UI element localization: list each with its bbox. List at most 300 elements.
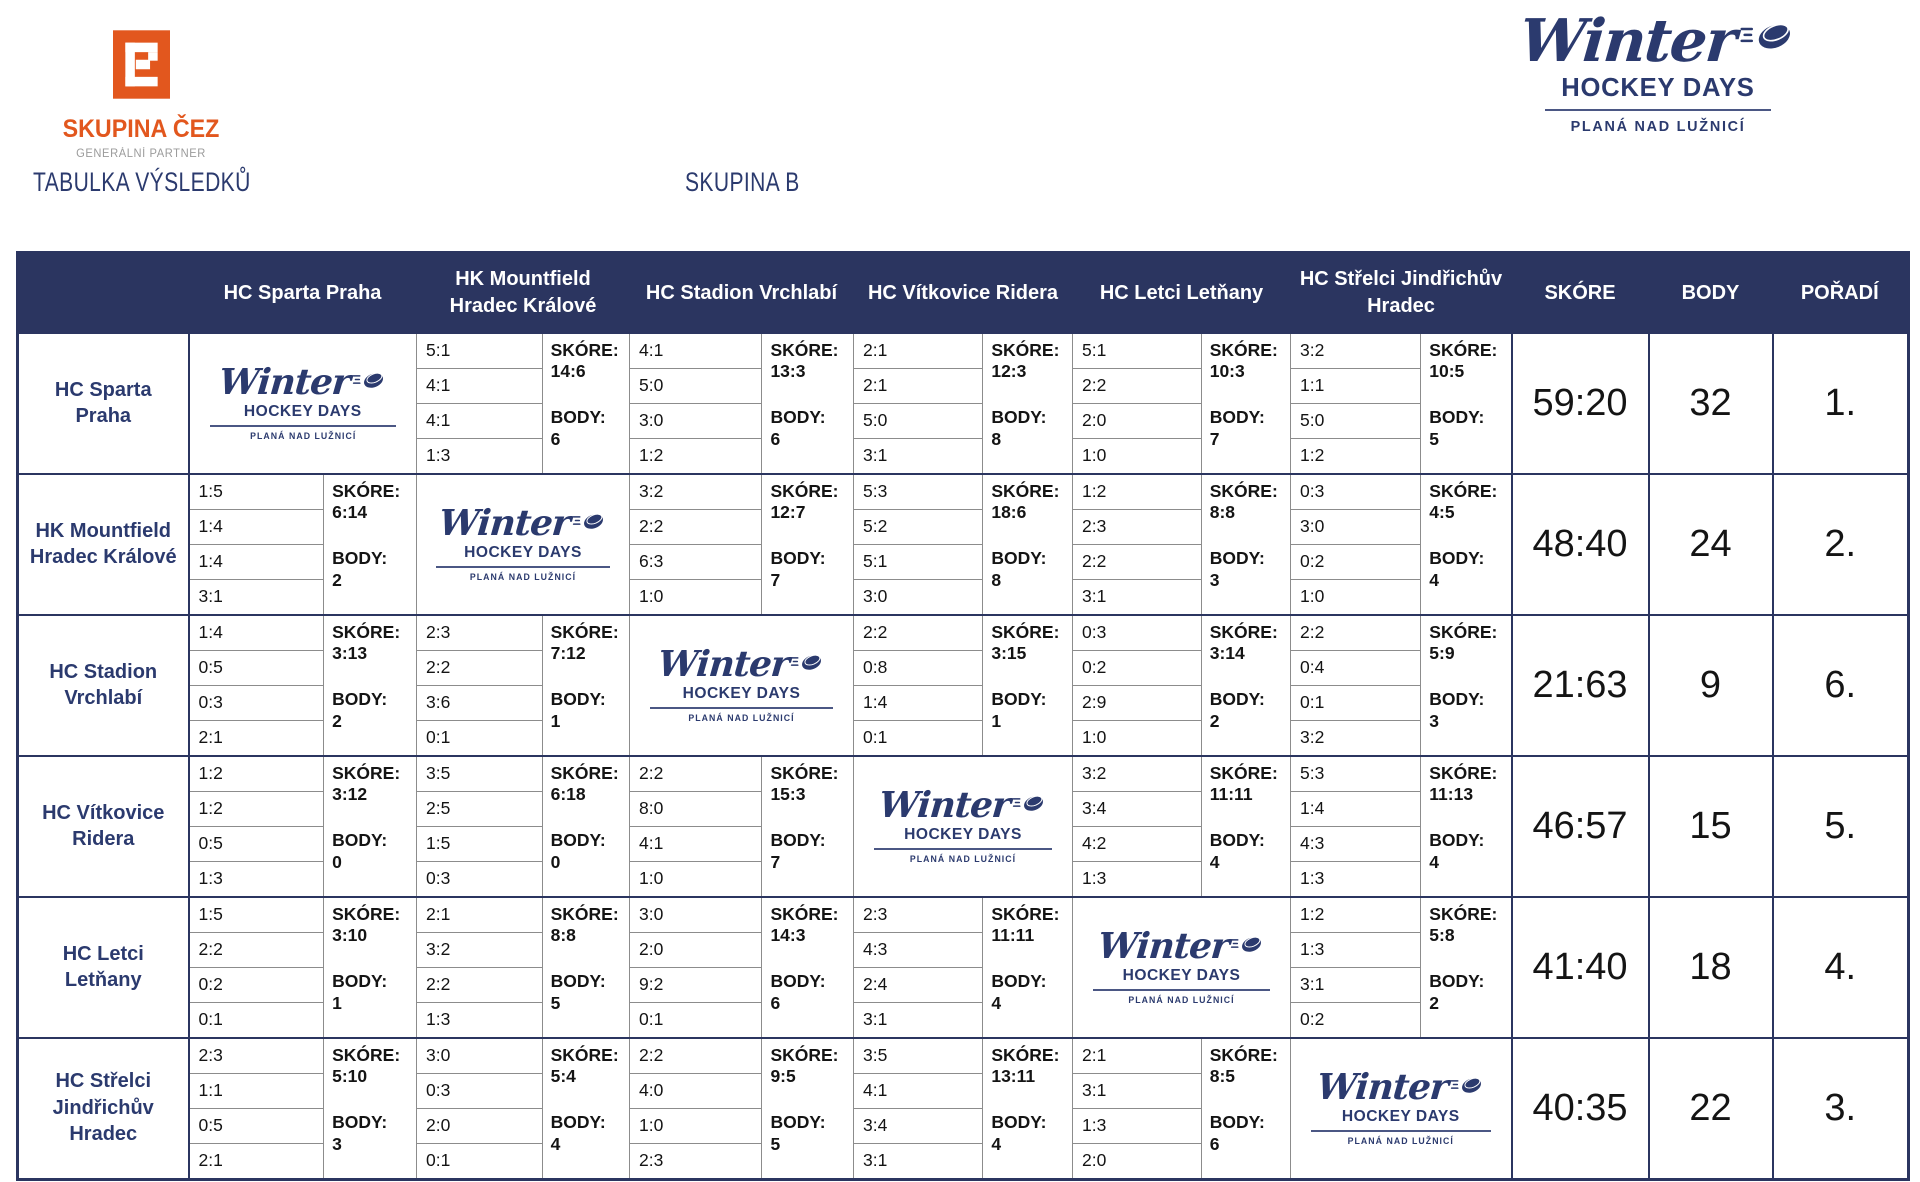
puck-icon: [1450, 1073, 1485, 1098]
puck-icon: [1739, 16, 1797, 57]
match-scores: [854, 616, 983, 755]
total-score-cell: 46:57: [1512, 756, 1649, 897]
match-cell: [189, 615, 417, 756]
event-logo-top: [1291, 1066, 1511, 1109]
match-summary: [1202, 757, 1290, 896]
match-score: 3:0: [630, 898, 761, 933]
event-logo-days: HOCKEY DAYS: [904, 825, 1022, 843]
match-points: BODY: 0: [332, 829, 388, 872]
corner-cell: [18, 253, 189, 333]
match-cell: [189, 1038, 417, 1180]
match-score: 0:8: [854, 651, 982, 686]
match-cell-layout: [190, 475, 417, 614]
match-score: 2:3: [417, 616, 542, 651]
event-logo-script: Winter: [1516, 6, 1738, 75]
match-score-total: SKÓRE: 11:11: [991, 903, 1060, 946]
match-summary: [324, 757, 416, 896]
match-cell: [1073, 615, 1291, 756]
event-logo-rule: [1545, 109, 1771, 111]
match-scores: [417, 1039, 543, 1178]
match-points: BODY: 8: [991, 406, 1047, 449]
match-points: BODY: 1: [332, 970, 388, 1013]
match-score: 1:4: [190, 616, 324, 651]
match-summary: [543, 898, 629, 1037]
winter-hockey-days-logo: [1291, 1066, 1511, 1146]
match-score: 3:2: [630, 475, 761, 510]
event-logo-top: [1516, 6, 1796, 75]
match-score: 2:2: [1073, 369, 1201, 404]
rank-cell: 1.: [1773, 333, 1909, 474]
match-score: 5:1: [417, 334, 542, 369]
match-points: BODY: 3: [332, 1111, 388, 1154]
match-cell-layout: [1291, 757, 1511, 896]
match-points: BODY: 6: [770, 970, 826, 1013]
match-summary: [543, 1039, 629, 1178]
match-score: 3:5: [417, 757, 542, 792]
match-cell: [1291, 333, 1512, 474]
match-score: 2:1: [854, 334, 982, 369]
match-summary: [983, 898, 1072, 1037]
match-score: 4:0: [630, 1074, 761, 1109]
winter-hockey-days-logo: [630, 643, 853, 723]
match-scores: [630, 898, 762, 1037]
match-cell-layout: [854, 898, 1072, 1037]
event-logo-days: HOCKEY DAYS: [1561, 73, 1755, 102]
match-score: 0:2: [190, 968, 324, 1003]
match-points: BODY: 5: [770, 1111, 826, 1154]
match-scores: [417, 898, 543, 1037]
match-cell: [417, 1038, 630, 1180]
match-points: BODY: 6: [550, 406, 606, 449]
match-summary: [762, 898, 853, 1037]
points-cell: 24: [1649, 474, 1773, 615]
match-score: 2:0: [1082, 1150, 1107, 1170]
match-score: 0:1: [426, 1150, 451, 1170]
match-score: 3:6: [417, 686, 542, 721]
match-score-total: SKÓRE: 10:5: [1429, 339, 1498, 382]
match-score: 3:0: [863, 586, 888, 606]
match-cell: [1291, 615, 1512, 756]
match-cell: [417, 615, 630, 756]
match-score: 2:3: [639, 1150, 664, 1170]
match-cell: [630, 474, 854, 615]
match-score: 0:1: [426, 727, 451, 747]
event-logo-rule: [650, 707, 833, 709]
match-score-total: SKÓRE: 7:12: [550, 621, 619, 664]
match-points: BODY: 2: [332, 547, 388, 590]
match-score: 1:3: [426, 1009, 451, 1029]
match-cell-layout: [854, 475, 1072, 614]
self-match-cell: [854, 756, 1073, 897]
match-score: 1:0: [1082, 445, 1107, 465]
match-cell: [854, 615, 1073, 756]
event-logo-rule: [436, 566, 610, 568]
match-score-total: SKÓRE: 12:3: [991, 339, 1060, 382]
team-column-header: HC Střelci Jindřichův Hradec: [1299, 268, 1503, 317]
total-score-cell: 21:63: [1512, 615, 1649, 756]
rank-cell: 5.: [1773, 756, 1909, 897]
match-cell-layout: [1291, 898, 1511, 1037]
self-match-cell: [630, 615, 854, 756]
match-cell: [630, 1038, 854, 1180]
match-cell-layout: [417, 898, 629, 1037]
match-score: 1:3: [426, 445, 451, 465]
match-points: BODY: 4: [991, 970, 1047, 1013]
match-score-total: SKÓRE: 14:3: [770, 903, 839, 946]
match-score-total: SKÓRE: 5:4: [550, 1044, 619, 1087]
team-column-header: HC Stadion Vrchlabí: [645, 281, 838, 304]
match-cell: [1073, 474, 1291, 615]
match-summary: [762, 475, 853, 614]
match-score: 1:3: [1082, 868, 1107, 888]
match-score: 1:2: [190, 792, 324, 827]
rank-cell: 3.: [1773, 1038, 1909, 1180]
match-points: BODY: 4: [991, 1111, 1047, 1154]
team-row-label: HK Mountfield Hradec Králové: [18, 474, 189, 615]
match-score-total: SKÓRE: 6:14: [332, 480, 401, 523]
team-row-label: HC Letci Letňany: [18, 897, 189, 1038]
match-points: BODY: 5: [1429, 406, 1485, 449]
match-score: 5:0: [854, 404, 982, 439]
match-cell-layout: [1291, 616, 1511, 755]
team-column-header: HC Sparta Praha: [223, 281, 382, 304]
score-column-header: SKÓRE: [1544, 281, 1616, 304]
match-points: BODY: 7: [770, 829, 826, 872]
match-cell: [189, 474, 417, 615]
puck-icon: [1012, 791, 1047, 816]
match-score: 2:3: [854, 898, 982, 933]
match-score-total: SKÓRE: 12:7: [770, 480, 839, 523]
match-score: 4:1: [854, 1074, 982, 1109]
match-score: 3:2: [1291, 334, 1420, 369]
match-cell: [854, 474, 1073, 615]
team-column-header: HC Letci Letňany: [1099, 281, 1264, 304]
match-scores: [1073, 616, 1202, 755]
match-score: 3:2: [1073, 757, 1201, 792]
match-score: 1:0: [1300, 586, 1325, 606]
match-score: 6:3: [630, 545, 761, 580]
points-cell: 9: [1649, 615, 1773, 756]
match-score-total: SKÓRE: 4:5: [1429, 480, 1498, 523]
match-score: 4:1: [417, 369, 542, 404]
table-row: [18, 333, 1909, 474]
match-score: 3:1: [1082, 586, 1107, 606]
match-scores: [190, 757, 325, 896]
match-cell-layout: [1291, 475, 1511, 614]
match-score: 5:1: [854, 545, 982, 580]
match-score: 2:2: [1291, 616, 1420, 651]
match-cell-layout: [1073, 475, 1290, 614]
match-score: 0:3: [1073, 616, 1201, 651]
match-scores: [854, 1039, 983, 1178]
match-score: 1:4: [190, 545, 324, 580]
table-row: [18, 1038, 1909, 1180]
match-cell: [854, 897, 1073, 1038]
match-score: 0:2: [1300, 1009, 1325, 1029]
match-scores: [1291, 898, 1421, 1037]
table-header: [18, 253, 1909, 333]
match-score: 1:3: [198, 868, 223, 888]
event-logo-script: Winter: [437, 502, 572, 545]
match-points: BODY: 4: [1429, 829, 1485, 872]
table-row: [18, 474, 1909, 615]
match-points: BODY: 8: [991, 547, 1047, 590]
match-score: 1:1: [1291, 369, 1420, 404]
match-score: 5:1: [1073, 334, 1201, 369]
match-cell-layout: [417, 1039, 629, 1178]
event-logo-top: [630, 643, 853, 686]
match-points: BODY: 2: [1209, 688, 1265, 731]
match-score: 2:2: [417, 968, 542, 1003]
points-cell: 18: [1649, 897, 1773, 1038]
match-score: 0:2: [1073, 651, 1201, 686]
match-cell-layout: [417, 334, 629, 473]
match-score: 2:4: [854, 968, 982, 1003]
match-score: 4:3: [1291, 827, 1420, 862]
event-logo-days: HOCKEY DAYS: [464, 543, 582, 561]
puck-icon: [790, 650, 825, 675]
match-cell-layout: [417, 616, 629, 755]
match-cell-layout: [630, 334, 853, 473]
match-points: BODY: 6: [770, 406, 826, 449]
match-cell-layout: [630, 475, 853, 614]
match-cell: [1073, 756, 1291, 897]
match-points: BODY: 4: [1429, 547, 1485, 590]
match-summary: [324, 616, 416, 755]
match-score: 2:1: [417, 898, 542, 933]
match-cell-layout: [1073, 757, 1290, 896]
event-logo-script: Winter: [877, 784, 1012, 827]
team-column-header: HK Mountfield Hradec Králové: [449, 268, 597, 317]
winter-hockey-days-logo: [190, 361, 417, 441]
match-cell: [630, 897, 854, 1038]
match-cell-layout: [1291, 334, 1511, 473]
table-row: [18, 756, 1909, 897]
match-scores: [190, 616, 325, 755]
match-cell: [854, 333, 1073, 474]
event-logo-rule: [874, 848, 1053, 850]
team-row-label: HC Stadion Vrchlabí: [18, 615, 189, 756]
match-score: 1:0: [1082, 727, 1107, 747]
match-scores: [630, 1039, 762, 1178]
match-score: 1:3: [1291, 933, 1420, 968]
match-score: 2:2: [1073, 545, 1201, 580]
match-summary: [1421, 475, 1510, 614]
match-score: 2:9: [1073, 686, 1201, 721]
points-cell: 32: [1649, 333, 1773, 474]
team-row-label: HC Vítkovice Ridera: [18, 756, 189, 897]
event-logo-place: PLANÁ NAD LUŽNICÍ: [469, 571, 577, 582]
match-summary: [1421, 757, 1510, 896]
event-logo-top: [1073, 925, 1290, 968]
event-logo-rule: [210, 425, 396, 427]
match-score: 3:1: [863, 445, 888, 465]
match-score: 3:0: [630, 404, 761, 439]
match-score: 2:0: [630, 933, 761, 968]
match-score: 1:4: [190, 510, 324, 545]
match-score: 1:2: [639, 445, 664, 465]
match-scores: [630, 475, 762, 614]
match-summary: [543, 616, 629, 755]
match-cell: [417, 333, 630, 474]
match-score: 2:1: [854, 369, 982, 404]
match-score: 5:3: [1291, 757, 1420, 792]
puck-icon: [1230, 932, 1265, 957]
match-cell-layout: [190, 898, 417, 1037]
match-score: 1:2: [1073, 475, 1201, 510]
match-scores: [190, 1039, 325, 1178]
cez-logo-icon: [113, 30, 170, 99]
table-row: [18, 615, 1909, 756]
match-score: 2:2: [630, 1039, 761, 1074]
match-score: 0:5: [190, 827, 324, 862]
match-summary: [543, 757, 629, 896]
results-table: [16, 251, 1910, 1181]
sponsor-subtitle: GENERÁLNÍ PARTNER: [76, 148, 206, 160]
match-points: BODY: 4: [550, 1111, 606, 1154]
match-score: 2:2: [417, 651, 542, 686]
match-cell-layout: [1073, 1039, 1290, 1178]
match-cell-layout: [190, 757, 417, 896]
event-logo-days: HOCKEY DAYS: [1341, 1107, 1460, 1125]
match-score: 0:1: [639, 1009, 664, 1029]
match-cell-layout: [1073, 334, 1290, 473]
match-cell: [417, 897, 630, 1038]
event-logo-days: HOCKEY DAYS: [243, 402, 362, 420]
match-score: 4:1: [417, 404, 542, 439]
match-score-total: SKÓRE: 6:18: [550, 762, 619, 805]
match-summary: [324, 898, 416, 1037]
match-cell: [1291, 756, 1512, 897]
winter-hockey-days-logo: [1073, 925, 1290, 1005]
event-logo-top: [190, 361, 417, 404]
match-scores: [1073, 1039, 1202, 1178]
winter-hockey-days-logo: [417, 502, 629, 582]
match-cell: [630, 756, 854, 897]
match-score: 3:2: [1300, 727, 1325, 747]
match-score: 3:1: [863, 1009, 888, 1029]
total-score-cell: 40:35: [1512, 1038, 1649, 1180]
match-cell-layout: [190, 1039, 417, 1178]
match-score: 2:1: [1073, 1039, 1201, 1074]
match-scores: [1291, 334, 1421, 473]
points-cell: 15: [1649, 756, 1773, 897]
event-logo-days: HOCKEY DAYS: [1122, 966, 1241, 984]
self-match-cell: [189, 333, 417, 474]
event-logo-place: PLANÁ NAD LUŽNICÍ: [1128, 994, 1235, 1005]
match-cell-layout: [1073, 616, 1290, 755]
match-score: 2:5: [417, 792, 542, 827]
match-cell: [630, 333, 854, 474]
match-summary: [983, 616, 1072, 755]
match-score: 3:5: [854, 1039, 982, 1074]
group-title: SKUPINA B: [685, 167, 800, 197]
match-points: BODY: 1: [991, 688, 1047, 731]
match-score: 3:0: [1291, 510, 1420, 545]
self-match-cell: [417, 474, 630, 615]
team-row-label: HC Sparta Praha: [18, 333, 189, 474]
match-score: 1:0: [630, 1109, 761, 1144]
event-logo-script: Winter: [655, 643, 791, 686]
match-score: 0:3: [1291, 475, 1420, 510]
self-match-cell: [1073, 897, 1291, 1038]
match-cell: [417, 756, 630, 897]
match-scores: [1291, 757, 1421, 896]
match-score: 1:2: [1300, 445, 1325, 465]
match-score: 5:2: [854, 510, 982, 545]
match-summary: [762, 757, 853, 896]
event-logo-days: HOCKEY DAYS: [682, 684, 801, 702]
match-cell-layout: [630, 898, 853, 1037]
event-logo-place: PLANÁ NAD LUŽNICÍ: [249, 430, 356, 441]
match-score: 5:3: [854, 475, 982, 510]
match-score: 0:3: [190, 686, 324, 721]
match-score-total: SKÓRE: 13:3: [770, 339, 839, 382]
match-score: 2:3: [190, 1039, 324, 1074]
match-score: 4:1: [630, 827, 761, 862]
match-score: 0:5: [190, 1109, 324, 1144]
match-scores: [1073, 475, 1202, 614]
match-summary: [324, 475, 416, 614]
match-cell-layout: [630, 757, 853, 896]
match-cell-layout: [854, 616, 1072, 755]
match-scores: [190, 898, 325, 1037]
match-score: 1:4: [854, 686, 982, 721]
match-cell: [1073, 333, 1291, 474]
match-score: 3:4: [854, 1109, 982, 1144]
match-summary: [324, 1039, 416, 1178]
total-score-cell: 41:40: [1512, 897, 1649, 1038]
points-cell: 22: [1649, 1038, 1773, 1180]
match-score-total: SKÓRE: 13:11: [991, 1044, 1060, 1087]
match-score-total: SKÓRE: 3:13: [332, 621, 401, 664]
match-cell-layout: [190, 616, 417, 755]
match-cell: [1291, 897, 1512, 1038]
self-match-cell: [1291, 1038, 1512, 1180]
match-scores: [854, 898, 983, 1037]
match-scores: [417, 334, 543, 473]
match-score: 0:1: [1291, 686, 1420, 721]
match-summary: [762, 1039, 853, 1178]
match-points: BODY: 2: [1429, 970, 1485, 1013]
table-body: [18, 333, 1909, 1180]
match-points: BODY: 0: [550, 829, 606, 872]
match-score: 2:0: [1073, 404, 1201, 439]
match-scores: [190, 475, 325, 614]
match-score: 4:2: [1073, 827, 1201, 862]
match-cell: [189, 897, 417, 1038]
match-score: 5:0: [630, 369, 761, 404]
match-score-total: SKÓRE: 3:12: [332, 762, 401, 805]
event-logo-place: PLANÁ NAD LUŽNICÍ: [688, 712, 795, 723]
match-summary: [1202, 616, 1290, 755]
match-score: 3:4: [1073, 792, 1201, 827]
match-score: 3:1: [1073, 1074, 1201, 1109]
match-scores: [417, 757, 543, 896]
match-score: 2:0: [417, 1109, 542, 1144]
match-cell-layout: [630, 1039, 853, 1178]
match-scores: [630, 334, 762, 473]
match-points: BODY: 5: [550, 970, 606, 1013]
match-score: 1:2: [1291, 898, 1420, 933]
match-score-total: SKÓRE: 5:10: [332, 1044, 401, 1087]
rank-cell: 6.: [1773, 615, 1909, 756]
match-score: 2:3: [1073, 510, 1201, 545]
match-scores: [854, 475, 983, 614]
match-score-total: SKÓRE: 8:8: [1209, 480, 1278, 523]
match-scores: [1291, 475, 1421, 614]
table-row: [18, 897, 1909, 1038]
